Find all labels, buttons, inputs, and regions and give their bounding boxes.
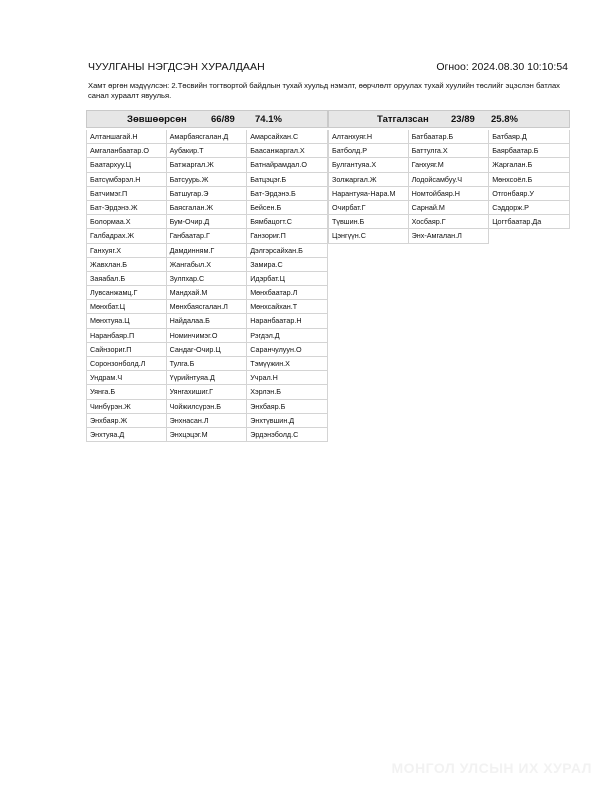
header [88, 61, 568, 77]
member-name-cell: Булгантуяа.Х [328, 158, 409, 172]
member-name-cell: Хэрлэн.Б [247, 385, 328, 399]
approved-label: Зөвшөөрсөн [127, 114, 187, 125]
member-name-cell: Батболд.Р [328, 144, 409, 158]
member-name-cell: Батбаатар.Б [409, 130, 490, 144]
member-name-cell: Номинчимэг.О [167, 329, 248, 343]
rejected-count: 23/89 [451, 114, 475, 125]
rejected-label: Татгалзсан [377, 114, 429, 125]
member-name-cell: Амгаланбаатар.О [86, 144, 167, 158]
vote-description: Хамт өргөн мэдүүлсэн: 2.Төсвийн тогтвортой байдлын тухай хуульд нэмэлт, өөрчлөлт оруулах тухай хуулийн төслийг эцэслэн батлах санал хураалт явуулья. [88, 81, 560, 100]
session-date: Огноо: 2024.08.30 10:10:54 [436, 61, 568, 73]
member-name-cell: Эрдэнэболд.С [247, 428, 328, 442]
member-name-cell: Батчимэг.П [86, 187, 167, 201]
member-name-cell: Номтойбаяр.Н [409, 187, 490, 201]
member-name-cell: Уянгахишиг.Г [167, 385, 248, 399]
member-name-cell: Баасанжаргал.Х [247, 144, 328, 158]
member-name-cell: Энхтуяа.Д [86, 428, 167, 442]
member-name-cell: Мөнхтуяа.Ц [86, 314, 167, 328]
member-name-cell: Амарсайхан.С [247, 130, 328, 144]
member-name-cell: Үүрийнтуяа.Д [167, 371, 248, 385]
member-name-cell: Мөнхсайхан.Т [247, 300, 328, 314]
member-name-cell: Бум-Очир.Д [167, 215, 248, 229]
member-name-cell: Дэлгэрсайхан.Б [247, 244, 328, 258]
member-name-cell: Дамдинням.Г [167, 244, 248, 258]
member-name-cell: Найдалаа.Б [167, 314, 248, 328]
member-name-cell: Баярбаатар.Б [489, 144, 570, 158]
member-name-cell: Энхбаяр.Ж [86, 414, 167, 428]
member-name-cell: Мөнхсоёл.Б [489, 173, 570, 187]
approved-count: 66/89 [211, 114, 235, 125]
member-name-cell: Сэддорж.Р [489, 201, 570, 215]
member-name-cell: Замира.С [247, 258, 328, 272]
rejected-percent: 25.8% [491, 114, 518, 125]
member-name-cell: Уянга.Б [86, 385, 167, 399]
member-name-cell: Саранчулуун.О [247, 343, 328, 357]
member-name-cell: Бямбацогт.С [247, 215, 328, 229]
member-name-cell: Галбадрах.Ж [86, 229, 167, 243]
member-name-cell: Алтанхуяг.Н [328, 130, 409, 144]
approved-names-grid [86, 130, 328, 442]
member-name-cell: Соронзонболд.Л [86, 357, 167, 371]
member-name-cell: Лувсанжамц.Г [86, 286, 167, 300]
member-name-cell: Тэмүүжин.Х [247, 357, 328, 371]
member-name-cell: Ганхуяг.Х [86, 244, 167, 258]
member-name-cell: Цэнгүүн.С [328, 229, 409, 243]
member-name-cell: Сарнай.М [409, 201, 490, 215]
member-name-cell: Жаргалан.Б [489, 158, 570, 172]
page-title: ЧУУЛГАНЫ НЭГДСЭН ХУРАЛДААН [88, 61, 265, 73]
watermark: МОНГОЛ УЛСЫН ИХ ХУРАЛ [391, 760, 592, 776]
member-name-cell: Отгонбаяр.У [489, 187, 570, 201]
member-name-cell: Бат-Эрдэнэ.Ж [86, 201, 167, 215]
member-name-cell: Энхтүвшин.Д [247, 414, 328, 428]
member-name-cell: Учрал.Н [247, 371, 328, 385]
member-name-cell: Мандхай.М [167, 286, 248, 300]
member-name-cell: Тулга.Б [167, 357, 248, 371]
member-name-cell: Батшугар.Э [167, 187, 248, 201]
rejected-header [328, 110, 570, 128]
member-name-cell: Мөнхбаясгалан.Л [167, 300, 248, 314]
member-name-cell: Сайнзориг.П [86, 343, 167, 357]
member-name-cell: Энхцэцэг.М [167, 428, 248, 442]
member-name-cell: Амарбаясгалан.Д [167, 130, 248, 144]
member-name-cell: Алтаншагай.Н [86, 130, 167, 144]
rejected-panel [328, 110, 570, 244]
member-name-cell: Батсүмбэрэл.Н [86, 173, 167, 187]
member-name-cell: Ганхуяг.М [409, 158, 490, 172]
member-name-cell: Энх-Амгалан.Л [409, 229, 490, 243]
member-name-cell: Золжаргал.Ж [328, 173, 409, 187]
member-name-cell: Нарантуяа-Нара.М [328, 187, 409, 201]
member-name-cell: Жавхлан.Б [86, 258, 167, 272]
member-name-cell: Баатархуу.Ц [86, 158, 167, 172]
member-name-cell: Баясгалан.Ж [167, 201, 248, 215]
member-name-cell: Хосбаяр.Г [409, 215, 490, 229]
member-name-cell: Батнайрамдал.О [247, 158, 328, 172]
member-name-cell: Идэрбат.Ц [247, 272, 328, 286]
member-name-cell: Ундрам.Ч [86, 371, 167, 385]
member-name-cell: Зулпхар.С [167, 272, 248, 286]
member-name-cell: Заяабал.Б [86, 272, 167, 286]
member-name-cell: Батжаргал.Ж [167, 158, 248, 172]
member-name-cell: Чинбүрэн.Ж [86, 400, 167, 414]
member-name-cell: Батбаяр.Д [489, 130, 570, 144]
member-name-cell: Бейсен.Б [247, 201, 328, 215]
approved-header [86, 110, 328, 128]
member-name-cell: Аубакир.Т [167, 144, 248, 158]
member-name-cell: Очирбат.Г [328, 201, 409, 215]
approved-panel [86, 110, 328, 442]
member-name-cell: Чойжилсүрэн.Б [167, 400, 248, 414]
rejected-names-grid [328, 130, 570, 244]
member-name-cell: Энхнасан.Л [167, 414, 248, 428]
member-name-cell: Лодойсамбуу.Ч [409, 173, 490, 187]
member-name-cell: Рэгдэл.Д [247, 329, 328, 343]
member-name-cell: Баттулга.Х [409, 144, 490, 158]
member-name-cell: Наранбаяр.П [86, 329, 167, 343]
member-name-cell: Түвшин.Б [328, 215, 409, 229]
member-name-cell: Ганбаатар.Г [167, 229, 248, 243]
member-name-cell: Сандаг-Очир.Ц [167, 343, 248, 357]
member-name-cell: Батсуурь.Ж [167, 173, 248, 187]
member-name-cell: Болормаа.Х [86, 215, 167, 229]
member-name-cell: Батцэцэг.Б [247, 173, 328, 187]
approved-percent: 74.1% [255, 114, 282, 125]
member-name-cell: Цогтбаатар.Да [489, 215, 570, 229]
member-name-cell: Жангабыл.Х [167, 258, 248, 272]
member-name-cell: Бат-Эрдэнэ.Б [247, 187, 328, 201]
member-name-cell: Мөнхбаатар.Л [247, 286, 328, 300]
member-name-cell: Наранбаатар.Н [247, 314, 328, 328]
member-name-cell: Энхбаяр.Б [247, 400, 328, 414]
member-name-cell: Мөнхбат.Ц [86, 300, 167, 314]
member-name-cell: Ганзориг.П [247, 229, 328, 243]
